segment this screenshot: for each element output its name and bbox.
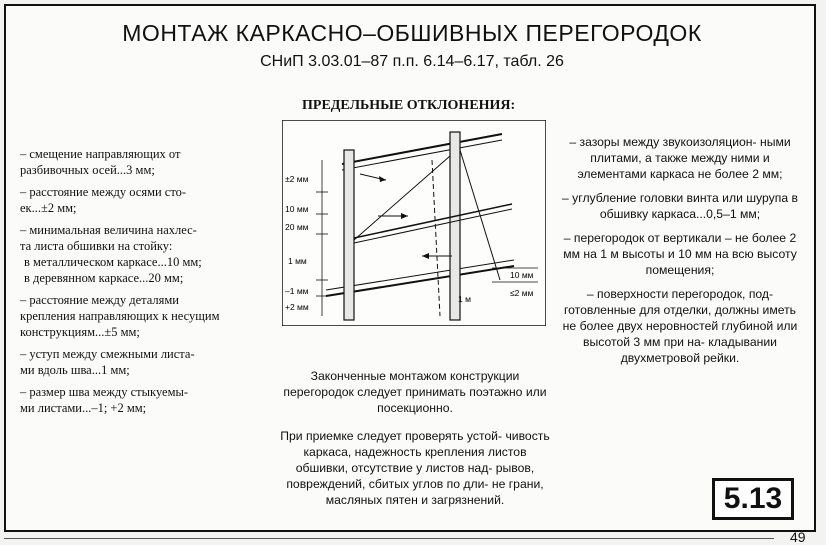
dimension-label: 10 мм [510, 270, 534, 280]
list-item-line: – размер шва между стыкуемы- [20, 385, 189, 399]
dimension-label: ±2 мм [285, 174, 309, 184]
dimension-label: –1 мм [285, 286, 309, 296]
list-item-line: – расстояние между деталями [20, 293, 179, 307]
list-item-line: в деревянном каркасе...20 мм; [24, 271, 184, 285]
left-deviation-list [20, 146, 268, 422]
dimension-label: 10 мм [285, 204, 309, 214]
list-item-line: ми листами...–1; +2 мм; [20, 401, 147, 415]
list-item [20, 346, 268, 378]
list-item [20, 222, 268, 286]
page-subtitle: СНиП 3.03.01–87 п.п. 6.14–6.17, табл. 26 [260, 53, 564, 70]
list-item [20, 292, 268, 340]
list-item [20, 146, 268, 178]
list-item: – углубление головки винта или шурупа в обшивку каркаса...0,5–1 мм; [562, 191, 798, 221]
list-item: – перегородок от вертикали – не более 2 мм на 1 м высоты и 10 мм на всю высоту помещения; [563, 231, 797, 277]
dimension-label: 20 мм [285, 222, 309, 232]
list-item: – зазоры между звукоизоляцион- ными плитами, а также между ними и элементами каркаса не более 2 мм; [569, 135, 791, 181]
list-item-line: разбивочных осей...3 мм; [20, 163, 155, 177]
list-item-line: – уступ между смежными листа- [20, 347, 195, 361]
page-number: 49 [790, 529, 806, 545]
acceptance-text [280, 368, 550, 520]
section-heading: ПРЕДЕЛЬНЫЕ ОТКЛОНЕНИЯ: [302, 98, 516, 113]
dimension-label: +2 мм [285, 302, 309, 312]
paragraph: При приемке следует проверять устой- чивость каркаса, надежность крепления листов обшивки, отсутствие у листов над- рывов, повреждений, сбитых углов по дли- не грани, масляных пятен и загрязнений. [280, 429, 550, 507]
list-item-line: в металлическом каркасе...10 мм; [24, 255, 202, 269]
list-item [20, 384, 268, 416]
right-deviation-list [558, 134, 802, 374]
list-item-line: конструкциям...±5 мм; [20, 325, 140, 339]
partition-frame-diagram [282, 120, 546, 326]
list-item-line: – смещение направляющих от [20, 147, 181, 161]
dimension-label: ≤2 мм [510, 288, 534, 298]
list-item-line: ек...±2 мм; [20, 201, 77, 215]
list-item-line: ми вдоль шва...1 мм; [20, 363, 130, 377]
page-title: МОНТАЖ КАРКАСНО–ОБШИВНЫХ ПЕРЕГОРОДОК [122, 20, 702, 46]
list-item-line: – минимальная величина нахлес- [20, 223, 197, 237]
divider [4, 538, 774, 539]
list-item: – поверхности перегородок, под- готовленные для отделки, должны иметь не более двух неровностей глубиной или высотой 3 мм при на- кладывании двухметровой рейки. [562, 287, 798, 365]
dimension-label: 1 мм [288, 256, 307, 266]
list-item-line: – расстояние между осями сто- [20, 185, 187, 199]
list-item-line: крепления направляющих к несущим [20, 309, 220, 323]
list-item [20, 184, 268, 216]
dimension-label: 1 м [458, 294, 471, 304]
list-item-line: та листа обшивки на стойку: [20, 239, 173, 253]
paragraph: Законченные монтажом конструкции перегородок следует принимать поэтажно или посекционно. [283, 369, 547, 415]
section-number-badge: 5.13 [712, 478, 794, 520]
